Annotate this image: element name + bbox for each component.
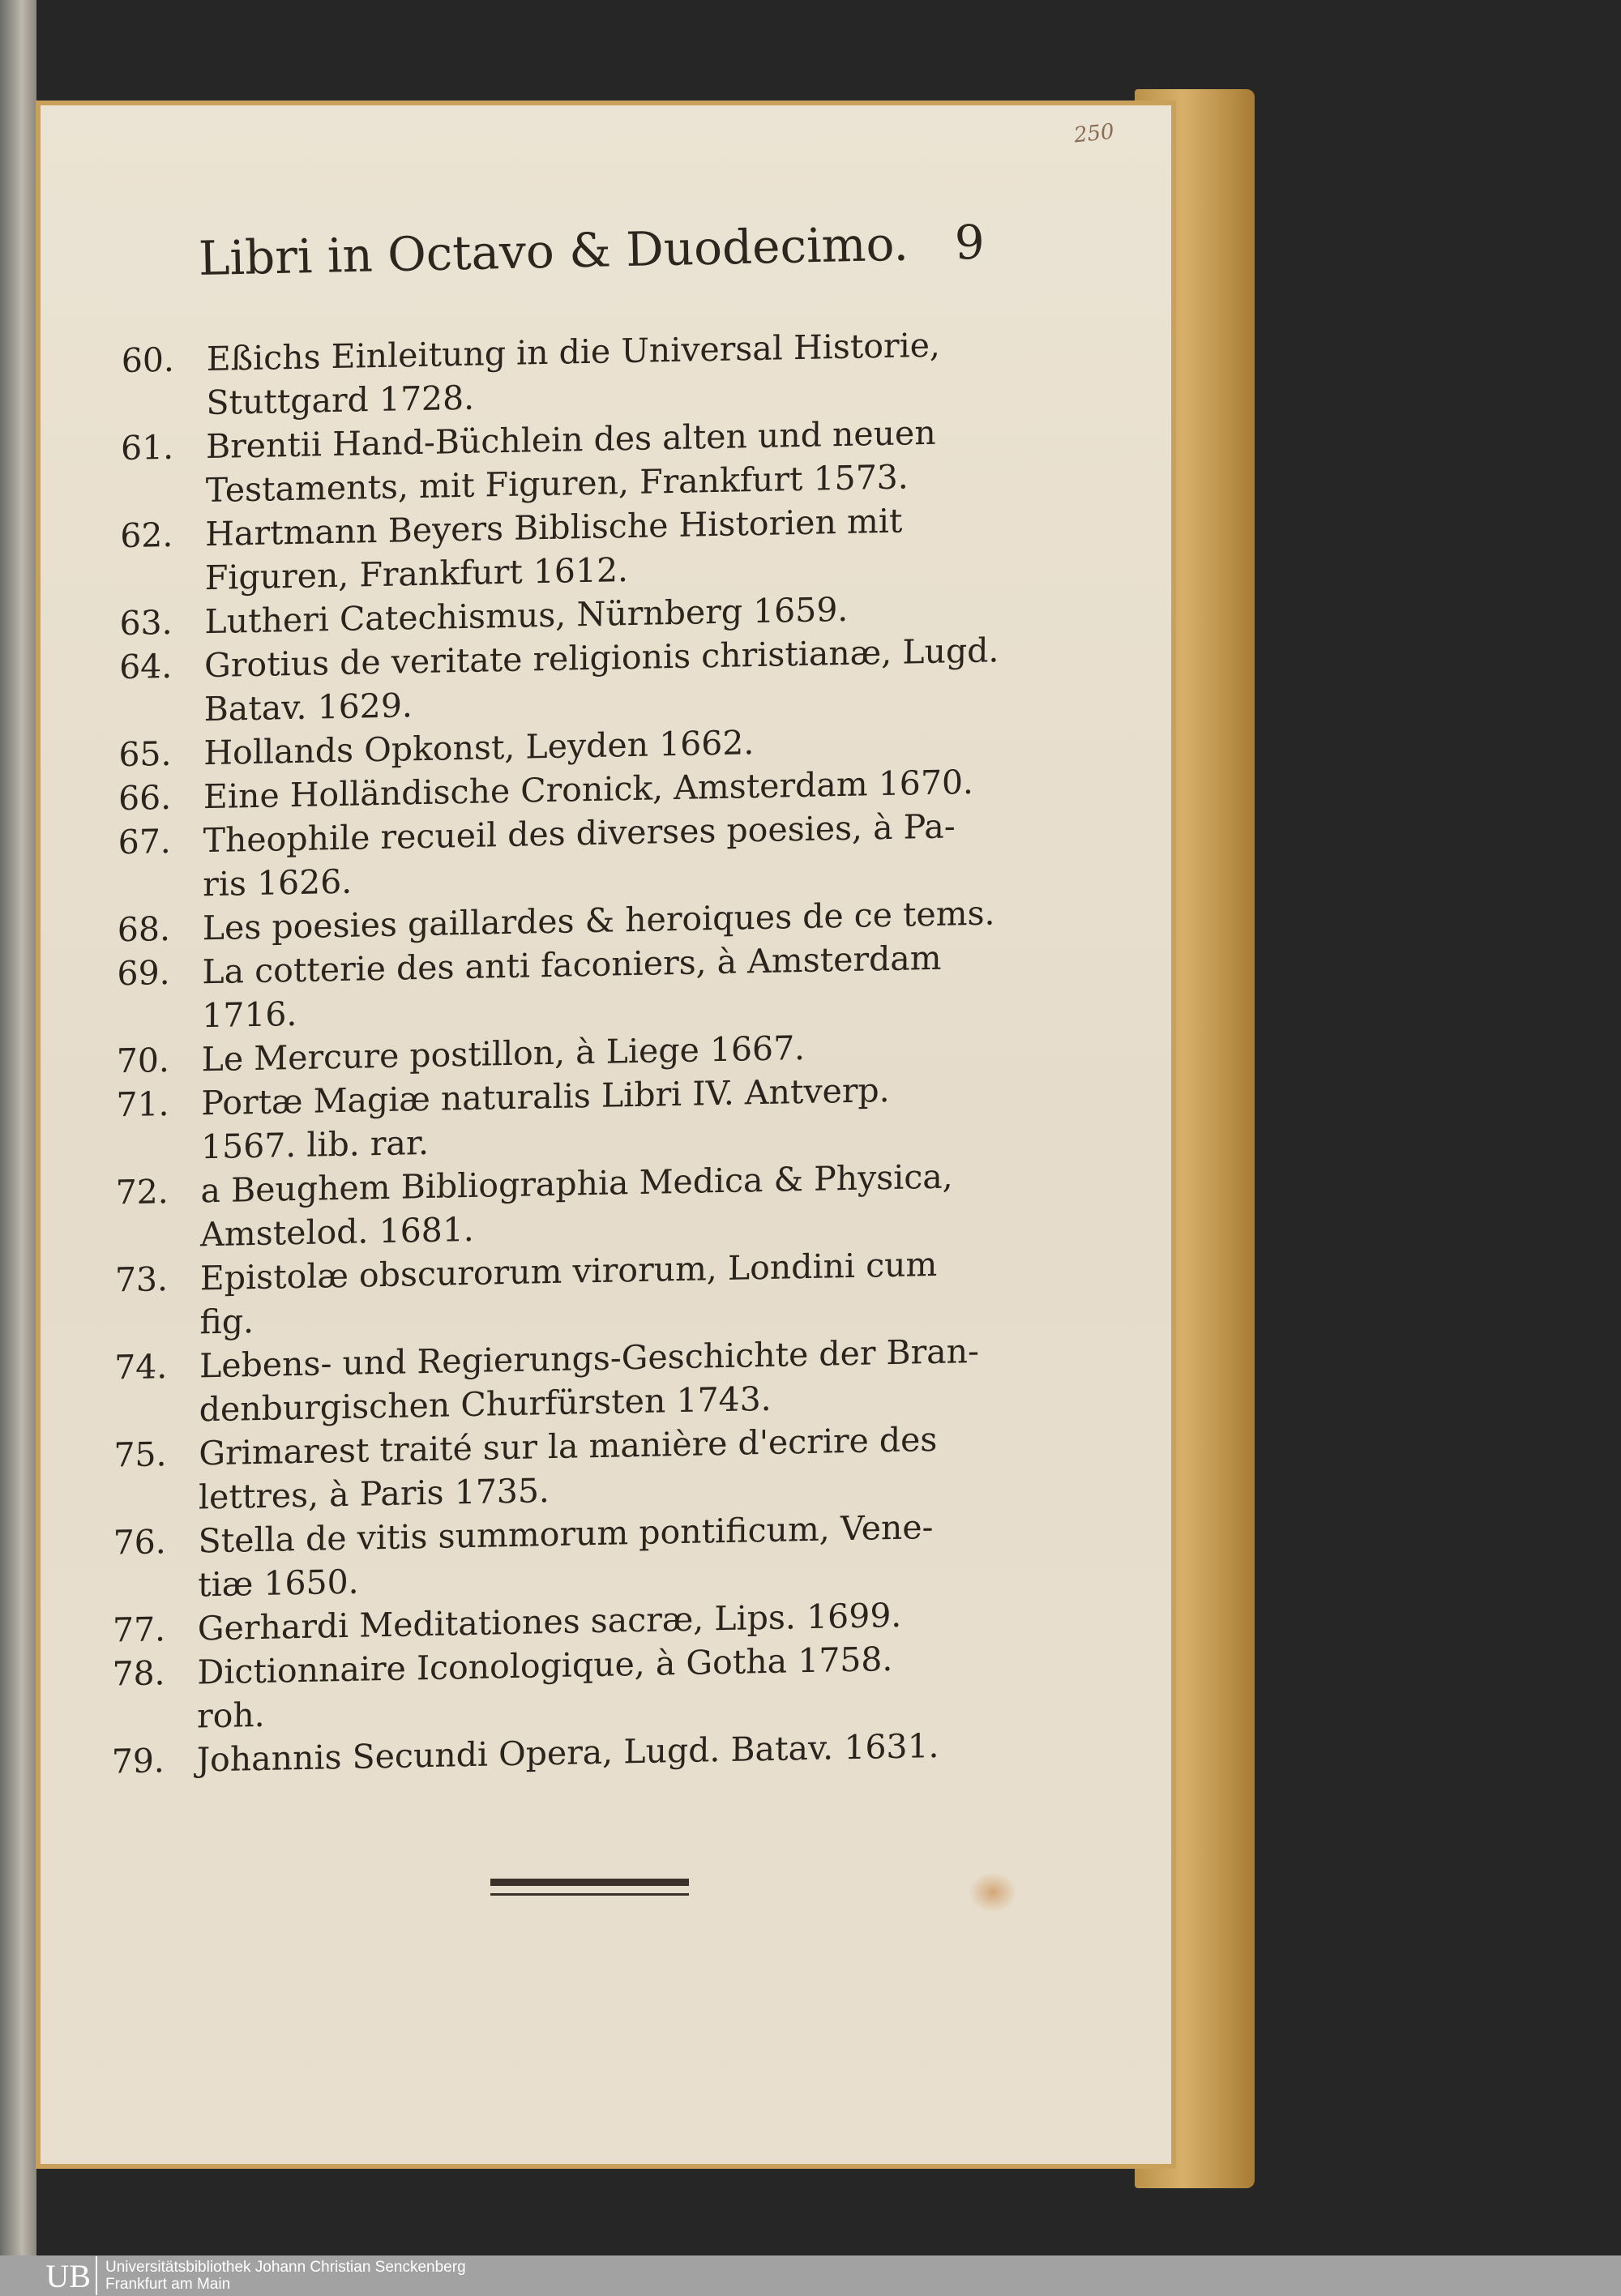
entry-number: 65. [118,733,172,775]
entry-continuation-line: fig. [199,1302,254,1342]
list-entry [117,934,1025,1040]
entry-number: 70. [116,1041,170,1081]
entry-continuation-line: Batav. 1629. [203,686,413,729]
entry-text: Lutheri Catechismus, Nürnberg 1659. [204,589,849,642]
list-entry [114,1241,1023,1346]
entry-text: Dictionnaire Iconologique, à Gotha 1758. [197,1640,893,1692]
entry-text: Lebens- und Regierungs-Geschichte der Bran- [199,1331,980,1386]
entry-text: La cotterie des anti faconiers, à Amsterdam [202,938,942,992]
entry-text: Johannis Secundi Opera, Lugd. Batav. 1631. [196,1725,939,1780]
entry-number: 60. [121,340,175,381]
entry-text: Stella de vitis summorum pontificum, Vene- [198,1507,934,1561]
entry-number: 64. [119,646,173,687]
library-name: Universitätsbibliothek Johann Christian Senckenberg [105,2259,466,2276]
entry-text: Hollands Opkonst, Leyden 1662. [203,723,755,773]
list-entry [112,1635,1020,1740]
ornamental-rule-thin [490,1893,689,1896]
entry-number: 72. [115,1172,169,1212]
running-head-title: Libri in Octavo & Duodecimo. [198,216,909,286]
list-entry [114,1328,1023,1434]
entry-text: Eßichs Einleitung in die Universal Historie, [206,325,941,379]
entry-continuation-line: roh. [196,1695,265,1736]
entry-number: 69. [117,952,170,994]
handwritten-folio-mark: 250 [1072,119,1116,148]
ornamental-rule [490,1879,689,1886]
list-entry [113,1416,1022,1521]
entry-number: 74. [113,1347,168,1387]
entry-continuation-line: Amstelod. 1681. [200,1209,475,1255]
entry-continuation-line: tiæ 1650. [198,1562,359,1605]
entry-number: 78. [112,1653,165,1694]
library-city: Frankfurt am Main [105,2276,231,2293]
list-entry [115,1153,1024,1259]
entry-number: 79. [111,1741,165,1781]
entry-text: Eine Holländische Cronick, Amsterdam 1670. [203,762,974,817]
entry-text: Les poesies gaillardes & heroiques de ce tems. [202,893,995,948]
entry-number: 68. [117,909,171,950]
entry-number: 75. [113,1434,167,1475]
entry-number: 77. [112,1610,166,1650]
entry-text: Brentii Hand-Büchlein des alten und neuen [205,413,936,467]
page-number: 9 [954,214,986,271]
entry-continuation-line: 1716. [201,994,297,1036]
entry-number: 61. [120,427,174,468]
entry-number: 73. [114,1259,169,1300]
entry-text: Epistolæ obscurorum virorum, Londini cum [199,1244,938,1298]
list-entry [119,628,1028,733]
library-footer [0,2255,1621,2296]
entry-continuation-line: Stuttgard 1728. [206,378,475,423]
entry-text: Theophile recueil des diverses poesies, à Pa- [203,806,956,861]
list-entry [120,497,1029,602]
list-entry [120,409,1029,515]
entry-text: Grimarest traité sur la manière d'ecrire des [199,1419,938,1473]
entry-continuation-line: 1567. lib. rar. [200,1122,430,1167]
entry-number: 76. [113,1522,167,1563]
entry-number: 63. [119,602,173,643]
entry-text: Gerhardi Meditationes sacræ, Lips. 1699. [197,1595,902,1648]
entry-number: 67. [118,821,172,862]
entry-text: a Beughem Bibliographia Medica & Physica, [200,1157,953,1211]
book-spine-edge [0,0,36,2255]
entry-continuation-line: lettres, à Paris 1735. [198,1471,550,1517]
list-entry [121,321,1029,426]
entry-continuation-line: Testaments, mit Figuren, Frankfurt 1573. [205,457,909,511]
entry-continuation-line: ris 1626. [203,862,353,904]
list-entry [118,803,1026,909]
entry-text: Grotius de veritate religionis christianæ, Lugd. [203,631,999,686]
entry-number: 71. [116,1084,169,1125]
entry-text: Hartmann Beyers Biblische Historien mit [205,501,903,554]
entry-number: 62. [120,515,173,556]
foxing-stain [969,1872,1017,1913]
list-entry [116,1066,1024,1171]
entry-continuation-line: denburgischen Churfürsten 1743. [199,1379,772,1430]
entry-text: Portæ Magiæ naturalis Libri IV. Antverp. [201,1070,890,1123]
library-logo: UB [0,2256,97,2295]
entry-continuation-line: Figuren, Frankfurt 1612. [204,550,629,598]
entry-number: 66. [118,777,172,819]
entry-text: Le Mercure postillon, à Liege 1667. [201,1028,806,1080]
book-list [112,321,1029,1783]
list-entry [113,1503,1021,1609]
